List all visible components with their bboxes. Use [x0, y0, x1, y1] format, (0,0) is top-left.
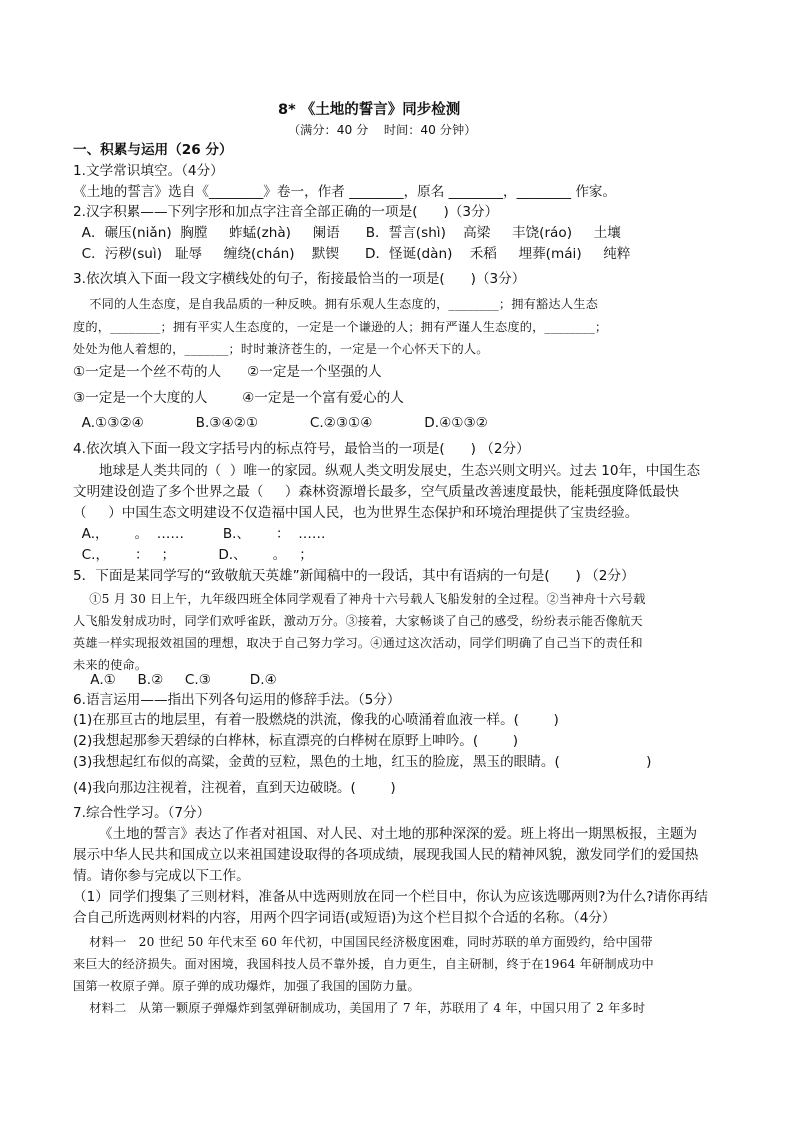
q5-choices: A.① B.② C.③ D.④ [73, 672, 277, 688]
q2-stem: 2.汉字积累——下列字形和加点字注音全部正确的一项是( )（3分） [73, 204, 499, 220]
q6-sentence-2: (2)我想起那参天碧绿的白桦林，标直漂亮的白桦树在原野上呻吟。( ) [73, 733, 519, 749]
q1-body: 《土地的誓言》选自《________》卷一，作者 ________，原名 ________，________ 作家。 [73, 184, 617, 200]
q5-passage-line1: ①5 月 30 日上午，九年级四班全体同学观看了神舟十六号载人飞船发射的全过程。②当神舟十六号载 [73, 592, 646, 606]
material-1-line3: 国第一枚原子弹。原子弹的成功爆炸，加强了我国的国防力量。 [73, 979, 420, 993]
q3-passage-line1: 不同的人生态度，是自我品质的一种反映。拥有乐观人生态度的，________；拥有豁达人生态 [73, 297, 598, 311]
q4-options-row1: A.， 。 …… B.、 ： …… [73, 526, 326, 542]
q6-sentence-4: (4)我向那边注视着，注视着，直到天边破晓。( ) [73, 780, 396, 796]
material-1-line1: 材料一 20 世纪 50 年代末至 60 年代初，中国国民经济极度困难，同时苏联的单方面毁约，给中国带 [73, 935, 653, 949]
q2-options-row1: A．碾压(niǎn) 胸膛 蚱蜢(zhà) 阑语 B．誓言(shì) 高梁 丰饶(ráo) 土壤 [73, 225, 621, 241]
q5-passage-line2: 人飞船发射成功时，同学们欢呼雀跃，激动万分。③接着，大家畅谈了自己的感受，纷纷表示能否像航天 [73, 614, 643, 628]
q7-intro-line1: 《土地的誓言》表达了作者对祖国、对人民、对土地的那种深深的爱。班上将出一期黑板报，主题为 [73, 826, 698, 842]
q4-stem: 4.依次填入下面一段文字括号内的标点符号，最恰当的一项是( ) （2分） [73, 441, 530, 457]
q6-stem: 6.语言运用——指出下列各句运用的修辞手法。（5分） [73, 692, 401, 708]
page-title: 8* 《土地的誓言》同步检测 [278, 102, 461, 118]
section-heading: 一、积累与运用（26 分） [73, 142, 233, 158]
q6-sentence-1: (1)在那亘古的地层里，有着一股燃烧的洪流，像我的心喷涌着血液一样。( ) [73, 712, 559, 728]
q5-passage-line4: 未来的使命。 [73, 658, 148, 672]
q4-passage-line1: 地球是人类共同的（ ）唯一的家园。纵观人类文明发展史，生态兴则文明兴。过去 10年，中国生态 [73, 463, 701, 479]
q3-choices: A.①③②④ B.③④②① C.②③①④ D.④①③② [73, 415, 488, 431]
q3-passage-line2: 度的，________；拥有平实人生态度的，一定是一个谦逊的人；拥有严谨人生态度的，________； [73, 320, 608, 334]
q7-intro-line2: 展示中华人民共和国成立以来祖国建设取得的各项成绩，展现我国人民的精神风貌，激发同学们的爱国热 [73, 847, 699, 863]
material-1-line2: 来巨大的经济损失。面对困境，我国科技人员不靠外援，自力更生，自主研制，终于在1964 年研制成功中 [73, 957, 654, 971]
q2-options-row2: C．污秽(suì) 耻辱 缠绕(chán) 默锲 D．怪诞(dàn) 禾稻 埋葬(mái) 纯粹 [73, 246, 631, 262]
q7-task-line2: 合自己所选两则材料的内容，用两个四字词语(或短语)为这个栏目拟个合适的名称。（4分） [73, 910, 616, 926]
q6-sentence-3: (3)我想起红布似的高粱，金黄的豆粒，黑色的土地，红玉的脸庞，黑玉的眼睛。( ) [73, 754, 652, 770]
q3-sentence-options-2: ③一定是一个大度的人 ④一定是一个富有爱心的人 [73, 390, 404, 406]
q3-passage-line3: 处处为他人着想的，_______；时时兼济苍生的，一定是一个心怀天下的人。 [73, 342, 489, 356]
q3-stem: 3.依次填入下面一段文字横线处的句子，衔接最恰当的一项是( )（3分） [73, 271, 526, 287]
q4-passage-line3: （ ）中国生态文明建设不仅造福中国人民，也为世界生态保护和环境治理提供了宝贵经验。 [73, 505, 639, 521]
q5-passage-line3: 英雄一样实现报效祖国的理想，取决于自己努力学习。④通过这次活动，同学们明确了自己当下的责任和 [73, 636, 643, 650]
exam-info: （满分：40 分 时间：40 分钟） [288, 123, 477, 137]
q1-stem: 1.文学常识填空。（4分） [73, 163, 224, 179]
q3-sentence-options-1: ①一定是一个丝不苟的人 ②一定是一个坚强的人 [73, 364, 382, 380]
q7-intro-line3: 情。请你参与完成以下工作。 [73, 868, 250, 884]
q5-stem: 5．下面是某同学写的“致敬航天英雄”新闻稿中的一段话，其中有语病的一句是( ) （2分） [73, 568, 635, 584]
q4-options-row2: C.， ： ； D.、 。 ； [73, 547, 313, 563]
q7-stem: 7.综合性学习。（7分） [73, 805, 211, 821]
q7-task-line1: （1）同学们搜集了三则材料，准备从中选两则放在同一个栏目中，你认为应该选哪两则?为什么?请你再结 [73, 889, 708, 905]
material-2-line1: 材料二 从第一颗原子弹爆炸到氢弹研制成功，美国用了 7 年，苏联用了 4 年，中国只用了 2 年多时 [73, 1001, 646, 1015]
q4-passage-line2: 文明建设创造了多个世界之最（ ）森林资源增长最多，空气质量改善速度最快，能耗强度降低最快 [73, 484, 680, 500]
